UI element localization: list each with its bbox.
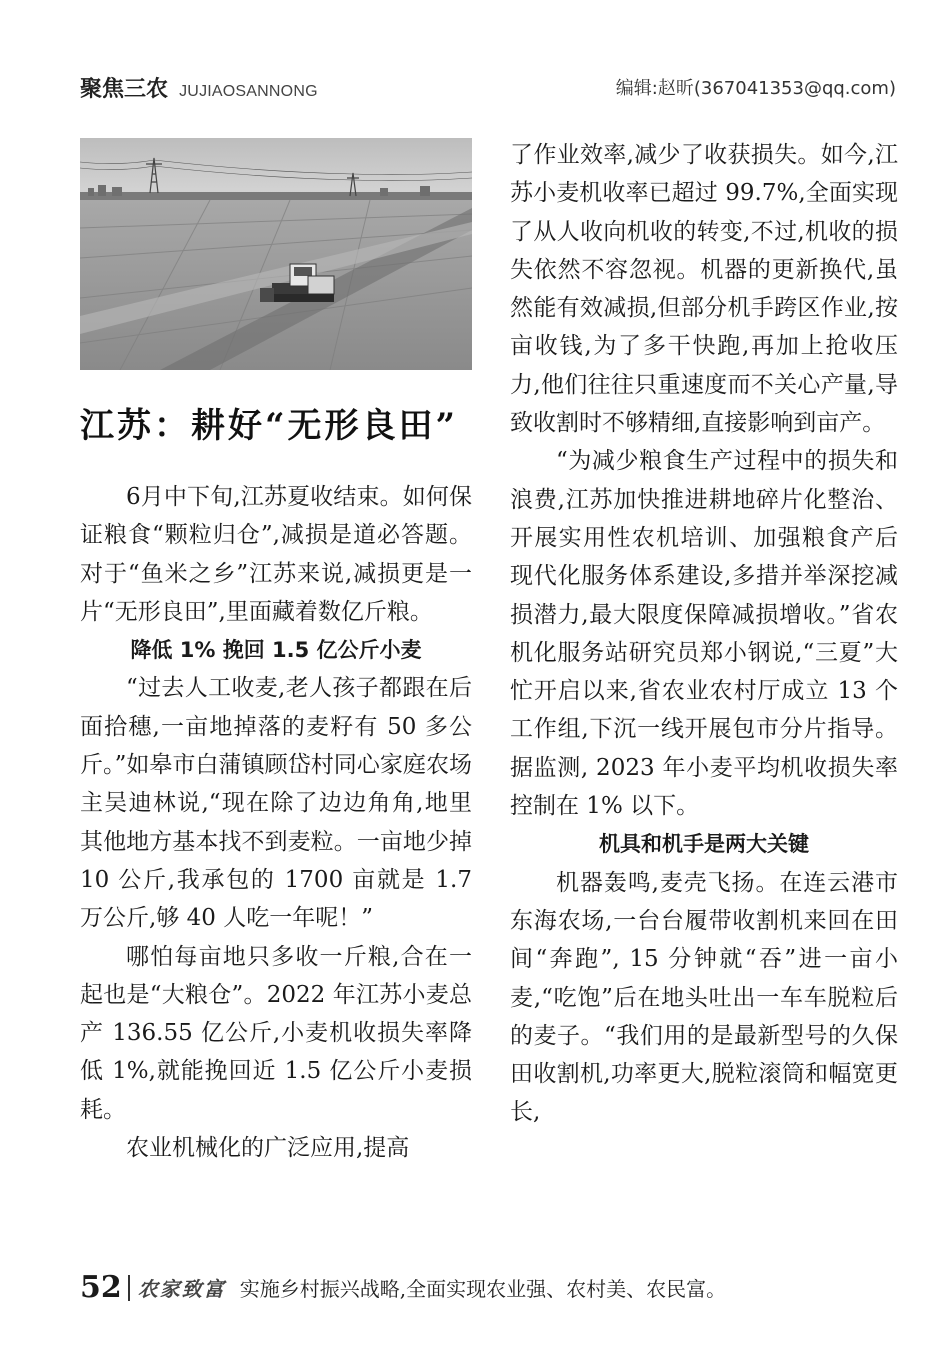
paragraph: 6月中下旬,江苏夏收结束。如何保证粮食“颗粒归仓”,减损是道必答题。对于“鱼米之乡”江苏来说,减损更是一片“无形良田”,里面藏着数亿斤粮。 (80, 484, 472, 625)
section-title-cn: 聚焦三农 (80, 77, 169, 102)
footer-slogan: 实施乡村振兴战略,全面实现农业强、农村美、农民富。 (239, 1277, 727, 1301)
page-footer (80, 1270, 900, 1310)
paragraph: 哪怕每亩地只多收一斤粮,合在一起也是“大粮仓”。2022 年江苏小麦总产 136.55 亿公斤,小麦机收损失率降低 1%,就能挽回近 1.5 亿公斤小麦损耗。 (80, 943, 472, 1123)
article-column-left (80, 478, 472, 1167)
subheading: 降低 1% 挽回 1.5 亿公斤小麦 (130, 638, 422, 663)
paragraph: 农业机械化的广泛应用,提高 (126, 1135, 410, 1162)
paragraph: “过去人工收麦,老人孩子都跟在后面拾穗,一亩地掉落的麦籽有 50 多公斤。”如皋市白蒲镇顾岱村同心家庭农场主吴迪林说,“现在除了边边角角,地里其他地方基本找不到麦粒。一亩地少掉 10 公斤,我承包的 1700 亩就是 1.7 万公斤,够 40 人吃一年呢！” (80, 675, 472, 932)
magazine-logo: 农家致富 (137, 1277, 226, 1301)
article-column-right (510, 136, 898, 1132)
photo-illustration (80, 138, 472, 370)
footer-divider (128, 1275, 130, 1301)
article-title: 江苏：耕好“无形良田” (80, 406, 459, 446)
editor-credit: 编辑:赵昕(367041353@qq.com) (615, 78, 896, 99)
wheat-harvester-photo (80, 138, 472, 370)
paragraph: 机器轰鸣,麦壳飞扬。在连云港市东海农场,一台台履带收割机来回在田间“奔跑”, 15 分钟就“吞”进一亩小麦,“吃饱”后在地头吐出一车车脱粒后的麦子。“我们用的是最新型号的久保田收割机,功率更大,脱粒滚筒和幅宽更长, (510, 869, 898, 1126)
page-header (0, 0, 950, 130)
section-title-en: JUJIAOSANNONG (179, 83, 318, 100)
section-label (80, 72, 318, 103)
page-number: 52 (80, 1270, 122, 1305)
paragraph: 了作业效率,减少了收获损失。如今,江苏小麦机收率已超过 99.7%,全面实现了从人收向机收的转变,不过,机收的损失依然不容忽视。机器的更新换代,虽然能有效减损,但部分机手跨区作业,按亩收钱,为了多干快跑,再加上抢收压力,他们往往只重速度而不关心产量,导致收割时不够精细,直接影响到亩产。 (510, 142, 898, 437)
subheading: 机具和机手是两大关键 (599, 832, 809, 857)
paragraph: “为减少粮食生产过程中的损失和浪费,江苏加快推进耕地碎片化整治、开展实用性农机培训、加强粮食产后现代化服务体系建设,多措并举深挖减损潜力,最大限度保障减损增收。”省农机化服务站研究员郑小钢说,“三夏”大忙开启以来,省农业农村厅成立 13 个工作组,下沉一线开展包市分片指导。据监测, 2023 年小麦平均机收损失率控制在 1% 以下。 (510, 448, 898, 820)
